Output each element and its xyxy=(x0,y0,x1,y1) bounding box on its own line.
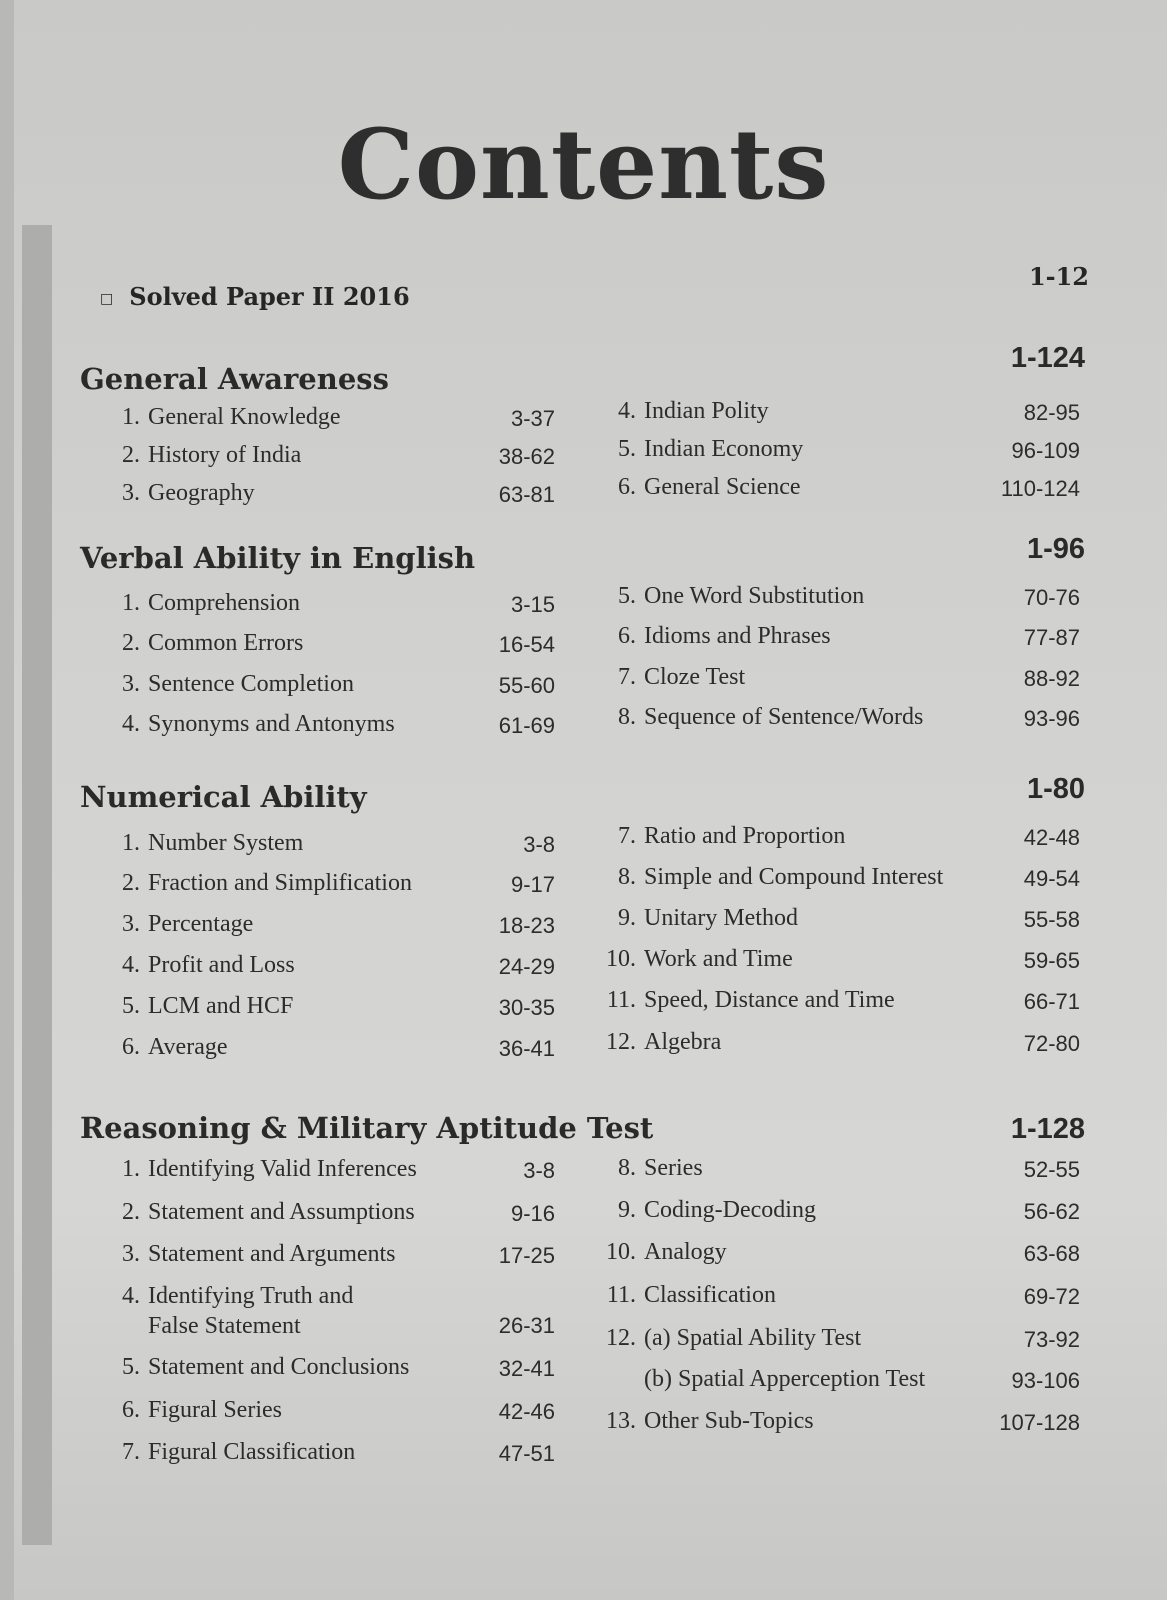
toc-item xyxy=(602,583,864,610)
toc-item xyxy=(106,1034,228,1061)
item-pages: 59-65 xyxy=(1023,948,1080,973)
section-page-range: 1-128 xyxy=(1010,1113,1085,1145)
item-number: 9. xyxy=(618,905,636,931)
item-pages: 82-95 xyxy=(1023,400,1080,425)
item-sub-label: (b) xyxy=(644,1366,672,1392)
item-pages: 63-68 xyxy=(1023,1241,1080,1266)
toc-item xyxy=(106,1156,417,1183)
item-pages: 88-92 xyxy=(1023,666,1080,691)
item-pages: 47-51 xyxy=(498,1441,555,1466)
item-sub-label: (a) xyxy=(644,1325,671,1351)
item-label: Geography xyxy=(148,480,255,506)
item-number: 10. xyxy=(606,1239,636,1265)
item-number: 1. xyxy=(122,830,140,856)
item-number: 2. xyxy=(122,630,140,656)
item-number: 11. xyxy=(606,1282,636,1308)
item-label: Common Errors xyxy=(148,630,304,656)
item-label: Identifying Valid Inferences xyxy=(148,1156,417,1182)
item-label: Indian Economy xyxy=(644,436,804,462)
toc-item xyxy=(106,1283,353,1310)
item-label: Comprehension xyxy=(148,590,300,616)
toc-item xyxy=(106,480,255,507)
item-number: 7. xyxy=(618,823,636,849)
solved-paper-entry xyxy=(100,282,410,311)
toc-item xyxy=(602,1239,727,1266)
toc-item xyxy=(106,1199,415,1226)
toc-item xyxy=(106,590,300,617)
item-number: 6. xyxy=(122,1034,140,1060)
item-pages: 17-25 xyxy=(498,1243,555,1268)
toc-item xyxy=(106,404,341,431)
section-page-range: 1-80 xyxy=(1026,773,1085,805)
toc-item xyxy=(106,911,253,938)
item-number: 7. xyxy=(122,1439,140,1465)
item-label: Ratio and Proportion xyxy=(644,823,846,849)
toc-item xyxy=(602,623,831,650)
toc-item xyxy=(602,864,943,891)
item-pages: 61-69 xyxy=(498,713,555,738)
item-number: 3. xyxy=(122,1241,140,1267)
item-label: Statement and Arguments xyxy=(148,1241,396,1267)
item-pages: 77-87 xyxy=(1023,625,1080,650)
item-pages: 56-62 xyxy=(1023,1199,1080,1224)
item-label: Average xyxy=(148,1034,228,1060)
item-label-continued: False Statement xyxy=(148,1313,301,1339)
item-label: Statement and Assumptions xyxy=(148,1199,415,1225)
toc-item xyxy=(602,1366,925,1393)
item-pages: 55-58 xyxy=(1023,907,1080,932)
item-number: 12. xyxy=(606,1029,636,1055)
toc-item xyxy=(602,1155,703,1182)
item-pages: 18-23 xyxy=(498,913,555,938)
item-number: 12. xyxy=(606,1325,636,1351)
toc-item xyxy=(106,952,295,979)
toc-item xyxy=(106,1241,396,1268)
item-number: 8. xyxy=(618,704,636,730)
toc-item xyxy=(602,905,798,932)
item-number: 8. xyxy=(618,1155,636,1181)
item-label: Classification xyxy=(644,1282,776,1308)
page-edge xyxy=(0,0,14,1600)
item-label: Analogy xyxy=(644,1239,727,1265)
item-pages: 3-8 xyxy=(523,832,555,857)
item-label: Percentage xyxy=(148,911,254,937)
item-pages: 52-55 xyxy=(1023,1157,1080,1182)
toc-item xyxy=(106,442,301,469)
item-pages: 96-109 xyxy=(1011,438,1080,463)
section-heading: Reasoning & Military Aptitude Test xyxy=(80,1111,654,1145)
item-pages: 49-54 xyxy=(1023,866,1080,891)
item-number: 1. xyxy=(122,404,140,430)
section-page-range: 1-124 xyxy=(1010,342,1085,374)
item-pages: 107-128 xyxy=(999,1410,1080,1435)
page-title: Contents xyxy=(337,108,830,221)
toc-item xyxy=(106,1439,355,1466)
item-number: 10. xyxy=(606,946,636,972)
item-number: 6. xyxy=(122,1397,140,1423)
toc-item xyxy=(602,987,895,1014)
item-label: Simple and Compound Interest xyxy=(644,864,944,890)
toc-item xyxy=(106,993,293,1020)
item-label: Synonyms and Antonyms xyxy=(148,711,395,737)
item-pages: 32-41 xyxy=(498,1356,555,1381)
item-label: Speed, Distance and Time xyxy=(644,987,895,1013)
section-heading: Numerical Ability xyxy=(80,780,367,814)
item-number: 2. xyxy=(122,442,140,468)
item-label: Statement and Conclusions xyxy=(148,1354,410,1380)
item-label: Work and Time xyxy=(644,946,793,972)
section-heading: General Awareness xyxy=(80,362,389,396)
item-number: 1. xyxy=(122,1156,140,1182)
item-label: Coding-Decoding xyxy=(644,1197,816,1223)
toc-item xyxy=(602,398,769,425)
item-pages: 93-96 xyxy=(1023,706,1080,731)
item-pages: 70-76 xyxy=(1023,585,1080,610)
section-page-range: 1-96 xyxy=(1026,533,1085,565)
item-pages: 63-81 xyxy=(498,482,555,507)
item-pages: 93-106 xyxy=(1011,1368,1080,1393)
item-number: 6. xyxy=(618,474,636,500)
item-label: Number System xyxy=(148,830,304,856)
item-label: General Knowledge xyxy=(148,404,341,430)
item-pages: 3-8 xyxy=(523,1158,555,1183)
item-pages: 110-124 xyxy=(1000,476,1080,501)
toc-item xyxy=(602,1029,721,1056)
item-number: 13. xyxy=(606,1408,636,1434)
item-number: 3. xyxy=(122,671,140,697)
item-label: Other Sub-Topics xyxy=(644,1408,814,1434)
item-label: Algebra xyxy=(644,1029,722,1055)
item-label: One Word Substitution xyxy=(644,583,865,609)
item-label: Sequence of Sentence/Words xyxy=(644,704,924,730)
section-heading: Verbal Ability in English xyxy=(80,541,476,575)
item-pages: 72-80 xyxy=(1023,1031,1080,1056)
item-number: 3. xyxy=(122,480,140,506)
item-label: History of India xyxy=(148,442,302,468)
item-pages: 55-60 xyxy=(498,673,555,698)
item-label: Indian Polity xyxy=(644,398,769,424)
item-label: Identifying Truth and xyxy=(148,1283,354,1309)
toc-item xyxy=(602,664,745,691)
item-label: Figural Series xyxy=(148,1397,282,1423)
item-number: 2. xyxy=(122,870,140,896)
item-pages: 3-15 xyxy=(510,592,555,617)
spine-bar xyxy=(22,225,52,1545)
toc-item xyxy=(106,630,303,657)
item-label: Sentence Completion xyxy=(148,671,354,697)
item-number: 6. xyxy=(618,623,636,649)
item-number: 4. xyxy=(122,1283,140,1309)
item-pages: 69-72 xyxy=(1023,1284,1080,1309)
toc-item xyxy=(602,474,801,501)
toc-item xyxy=(602,946,793,973)
item-number: 11. xyxy=(606,987,636,1013)
solved-paper-pages: 1-12 xyxy=(1028,262,1089,291)
item-pages: 42-48 xyxy=(1023,825,1080,850)
item-label: Profit and Loss xyxy=(148,952,295,978)
item-number: 7. xyxy=(618,664,636,690)
item-number: 5. xyxy=(122,993,140,1019)
item-label: Series xyxy=(644,1155,703,1181)
item-pages: 30-35 xyxy=(498,995,555,1020)
item-pages: 36-41 xyxy=(498,1036,555,1061)
toc-item xyxy=(602,1197,816,1224)
item-number: 1. xyxy=(122,590,140,616)
toc-item xyxy=(602,704,923,731)
toc-item xyxy=(602,823,845,850)
toc-item xyxy=(106,711,395,738)
item-label: Figural Classification xyxy=(148,1439,356,1465)
item-pages: 73-92 xyxy=(1023,1327,1080,1352)
item-number: 4. xyxy=(618,398,636,424)
item-label: Idioms and Phrases xyxy=(644,623,831,649)
item-number: 5. xyxy=(618,436,636,462)
item-label: Spatial Apperception Test xyxy=(677,1366,926,1392)
item-pages: 26-31 xyxy=(498,1313,555,1338)
toc-item xyxy=(106,671,354,698)
toc-item xyxy=(602,436,803,463)
item-number: 3. xyxy=(122,911,140,937)
item-pages: 42-46 xyxy=(498,1399,555,1424)
item-label: Cloze Test xyxy=(644,664,746,690)
item-pages: 24-29 xyxy=(498,954,555,979)
item-number: 4. xyxy=(122,711,140,737)
toc-item xyxy=(106,870,412,897)
item-pages: 66-71 xyxy=(1023,989,1080,1014)
item-number: 5. xyxy=(122,1354,140,1380)
item-label: Spatial Ability Test xyxy=(676,1325,862,1351)
item-number: 2. xyxy=(122,1199,140,1225)
item-label: LCM and HCF xyxy=(148,993,294,1019)
item-pages: 38-62 xyxy=(498,444,555,469)
item-number: 9. xyxy=(618,1197,636,1223)
solved-paper-label: Solved Paper II 2016 xyxy=(129,282,410,311)
toc-item xyxy=(106,1397,282,1424)
item-label: General Science xyxy=(644,474,801,500)
bullet-icon: □ xyxy=(100,290,114,307)
item-label: Unitary Method xyxy=(644,905,798,931)
item-number: 5. xyxy=(618,583,636,609)
item-number: 4. xyxy=(122,952,140,978)
toc-item xyxy=(106,1354,409,1381)
item-pages: 9-17 xyxy=(510,872,555,897)
item-pages: 3-37 xyxy=(510,406,555,431)
toc-item xyxy=(602,1408,814,1435)
toc-item xyxy=(106,830,303,857)
toc-item xyxy=(602,1325,861,1352)
item-label: Fraction and Simplification xyxy=(148,870,412,896)
toc-item xyxy=(602,1282,776,1309)
item-pages: 9-16 xyxy=(510,1201,555,1226)
item-pages: 16-54 xyxy=(498,632,555,657)
item-number: 8. xyxy=(618,864,636,890)
